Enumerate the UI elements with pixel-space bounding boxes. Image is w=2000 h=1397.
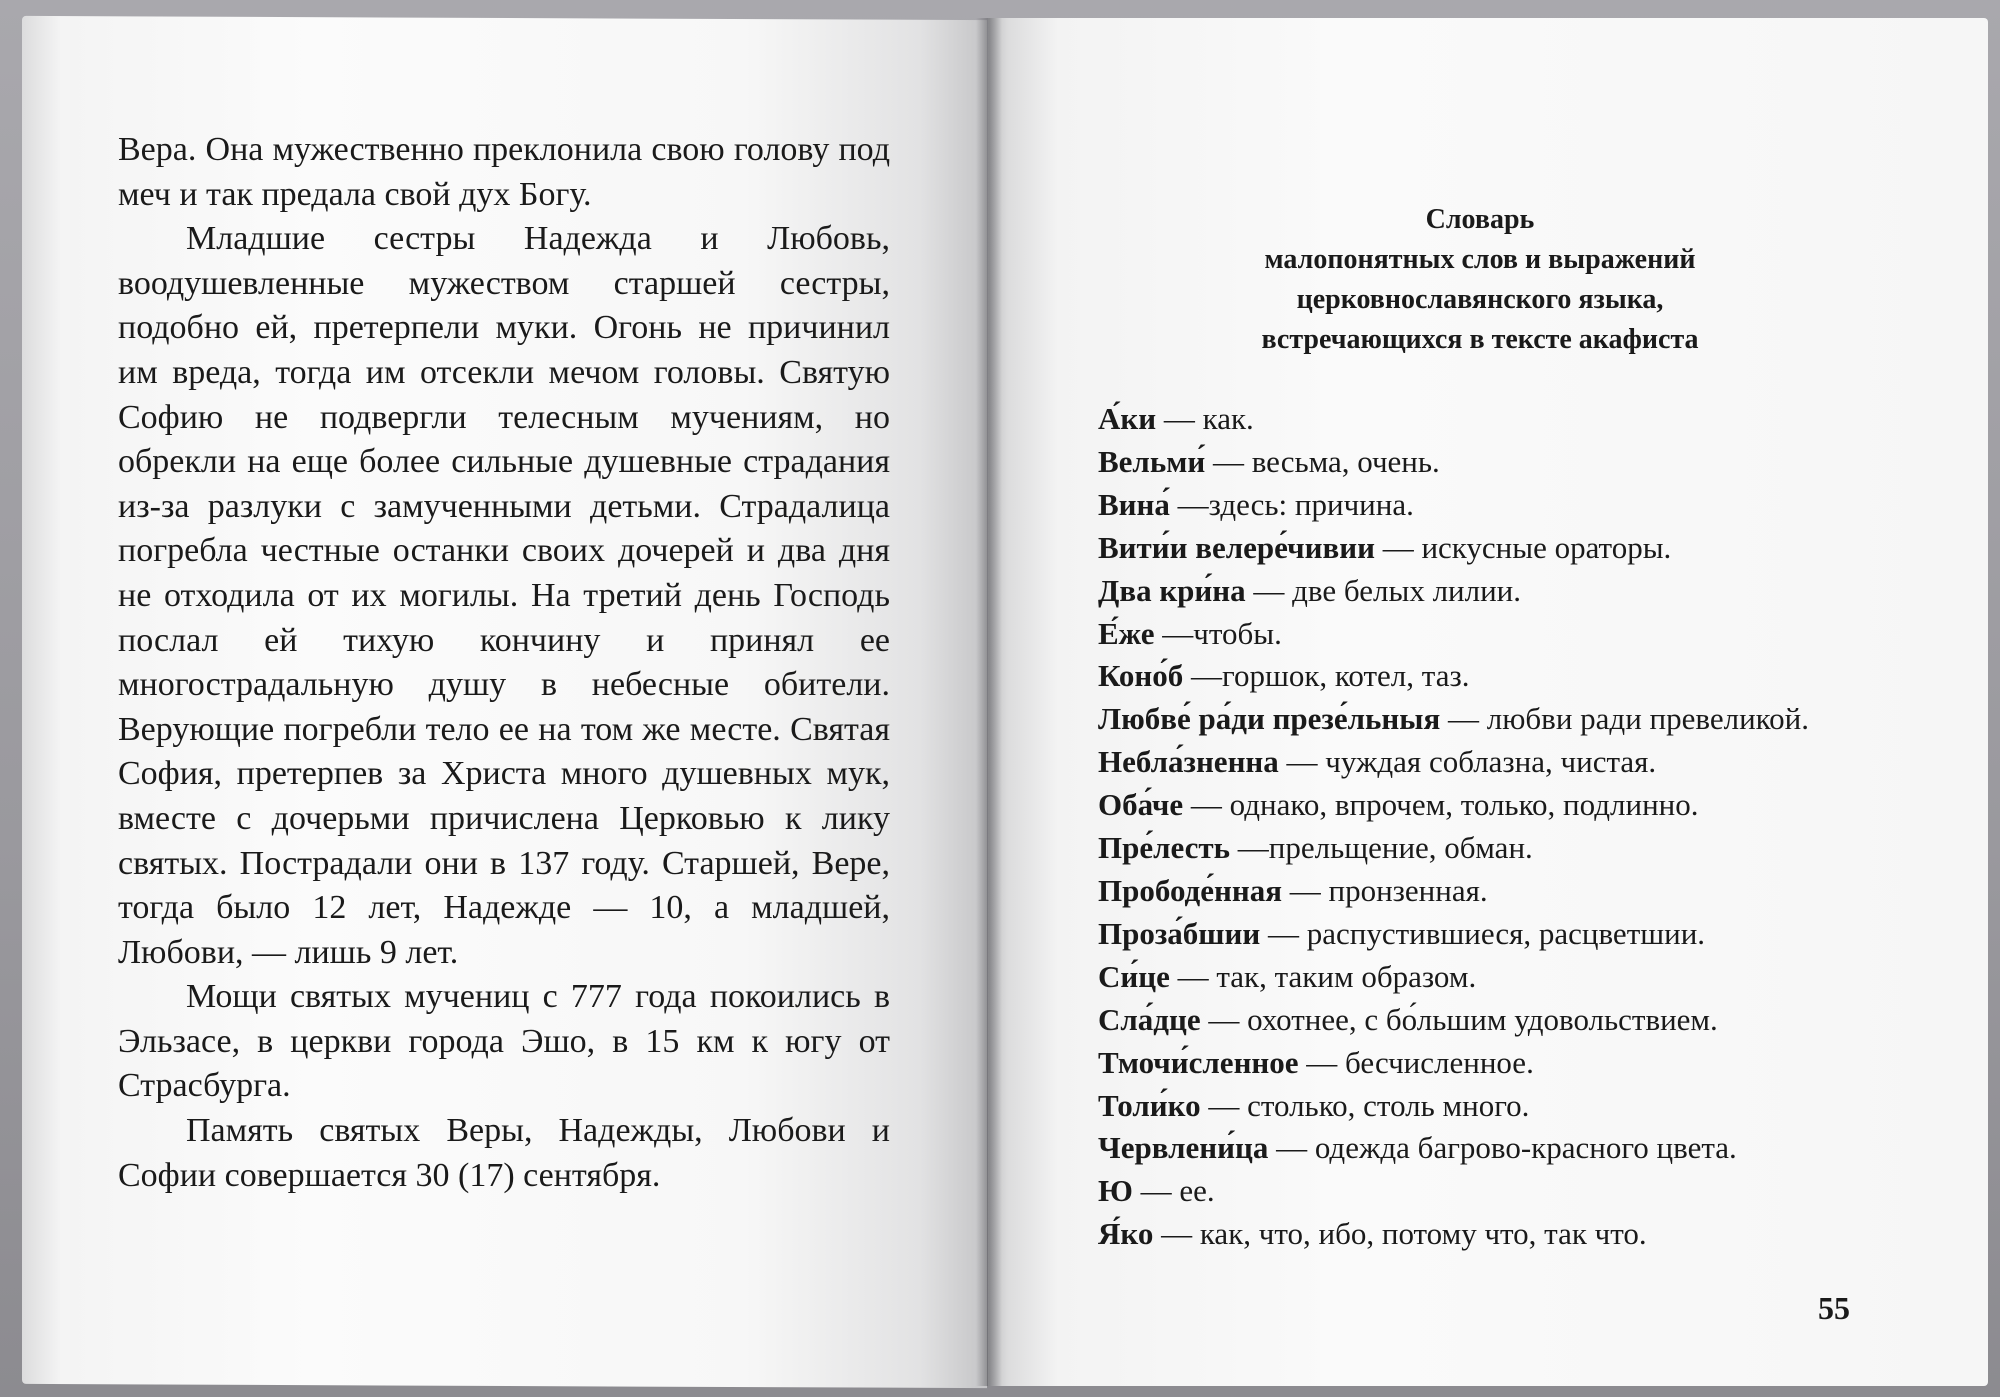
dictionary-entry (1098, 570, 1958, 613)
dictionary-definition: — как. (1156, 401, 1254, 436)
dictionary-entry (1098, 741, 1958, 784)
dictionary-term: Е́же (1098, 615, 1155, 651)
dictionary-entry (1098, 1042, 1958, 1085)
title-line: церковнославянского языка, (1296, 284, 1664, 315)
dictionary-term: Любве́ ра́ди презе́льныя (1098, 701, 1441, 737)
dictionary-list (1098, 398, 1958, 1256)
dictionary-definition: — пронзенная. (1282, 872, 1488, 908)
dictionary-definition: — весьма, очень. (1205, 443, 1440, 479)
dictionary-entry (1098, 1127, 1958, 1170)
dictionary-entry (1098, 870, 1958, 913)
left-page-text (118, 128, 890, 1198)
dictionary-definition: — искусные ораторы. (1374, 529, 1672, 565)
dictionary-definition: — столько, столь много. (1200, 1087, 1530, 1123)
dictionary-term: Толи́ко (1098, 1087, 1201, 1123)
dictionary-term: Два кри́на (1098, 572, 1246, 608)
dictionary-term: Вина́ (1098, 486, 1170, 522)
dictionary-entry (1098, 655, 1958, 698)
dictionary-entry (1098, 698, 1958, 741)
paragraph: Вера. Она мужественно преклонила свою голову под меч и так предала свой дух Богу. (118, 131, 890, 213)
dictionary-definition: — распустившиеся, расцветшии. (1260, 915, 1706, 951)
dictionary-entry (1098, 784, 1958, 827)
dictionary-entry (1098, 827, 1958, 870)
dictionary-definition: —горшок, котел, таз. (1183, 658, 1470, 694)
dictionary-definition: — бесчисленное. (1298, 1044, 1534, 1080)
dictionary-term: Небла́зненна (1098, 744, 1279, 780)
dictionary-entry (1098, 999, 1958, 1042)
dictionary-definition: — чуждая соблазна, чистая. (1278, 744, 1657, 780)
dictionary-entry (1098, 913, 1958, 956)
paragraph: Младшие сестры Надежда и Любовь, воодушевленные мужеством старшей сестры, подобно ей, претерпели муки. Огонь не причинил им вреда, тогда им отсекли мечом головы. Святую Софию не подвергли телесным мучениям, но обрекли на еще более сильные душевные страдания из-за разлуки с замученными детьми. Страдалица погребла честные останки своих дочерей и два дня не отходила от их могилы. На третий день Господь послал ей тихую кончину и принял ее многострадальную душу в небесные обители. Верующие погребли тело ее на том же месте. Святая София, претерпев за Христа много душевных мук, вместе с дочерьми причислена Церковью к лику святых. Пострадали они в 137 году. Старшей, Вере, тогда было 12 лет, Надежде — 10, а младшей, Любови, — лишь 9 лет. (118, 220, 890, 971)
dictionary-term: Прободе́нная (1098, 872, 1282, 908)
dictionary-term: Ю (1098, 1173, 1133, 1209)
dictionary-entry (1098, 527, 1958, 570)
dictionary-term: Си́це (1098, 958, 1170, 994)
dictionary-entry (1098, 613, 1958, 656)
dictionary-term: Вити́и велере́чивии (1098, 529, 1375, 565)
dictionary-definition: — так, таким образом. (1169, 958, 1477, 994)
book-gutter (976, 18, 1002, 1386)
dictionary-entry (1098, 441, 1958, 484)
dictionary-entry (1098, 956, 1958, 999)
dictionary-definition: — ее. (1132, 1173, 1215, 1209)
paragraph: Память святых Веры, Надежды, Любови и Софии совершается 30 (17) сентября. (118, 1112, 890, 1194)
dictionary-term: Я́ко (1098, 1216, 1154, 1252)
dictionary-term: Тмочи́сленное (1098, 1044, 1299, 1080)
title-line: встречающихся в тексте акафиста (1261, 324, 1699, 355)
dictionary-term: Оба́че (1098, 787, 1184, 823)
page-number: 55 (1818, 1290, 1850, 1326)
dictionary-definition: —чтобы. (1154, 615, 1282, 651)
dictionary-term: Проза́бшии (1098, 915, 1261, 951)
dictionary-term: Сла́дце (1098, 1001, 1201, 1037)
dictionary-term: Коно́б (1098, 658, 1184, 694)
title-line: Словарь (1425, 204, 1535, 235)
dictionary-title (1180, 200, 1780, 360)
dictionary-definition: — одежда багрово-красного цвета. (1268, 1130, 1737, 1166)
dictionary-definition: — две белых лилии. (1245, 572, 1522, 608)
paragraph: Мощи святых мучениц с 777 года покоились в Эльзасе, в церкви города Эшо, в 15 км к югу от Страсбурга. (118, 978, 890, 1105)
dictionary-term: А́ки (1098, 401, 1157, 436)
dictionary-definition: —прельщение, обман. (1230, 830, 1533, 866)
dictionary-term: Вельми́ (1098, 443, 1206, 479)
dictionary-entry (1098, 398, 1958, 441)
dictionary-entry (1098, 1213, 1958, 1256)
dictionary-definition: — любви ради превеликой. (1440, 701, 1809, 737)
title-line: малопонятных слов и выражений (1264, 244, 1696, 275)
dictionary-entry (1098, 484, 1958, 527)
dictionary-definition: — как, что, ибо, потому что, так что. (1153, 1216, 1647, 1252)
dictionary-definition: — однако, впрочем, только, подлинно. (1183, 787, 1699, 823)
dictionary-term: Червлени́ца (1098, 1130, 1269, 1166)
dictionary-entry (1098, 1170, 1958, 1213)
dictionary-entry (1098, 1085, 1958, 1128)
dictionary-term: Пре́лесть (1098, 830, 1231, 866)
dictionary-definition: —здесь: причина. (1169, 486, 1414, 522)
dictionary-definition: — охотнее, с бо́льшим удовольствием. (1200, 1001, 1718, 1037)
